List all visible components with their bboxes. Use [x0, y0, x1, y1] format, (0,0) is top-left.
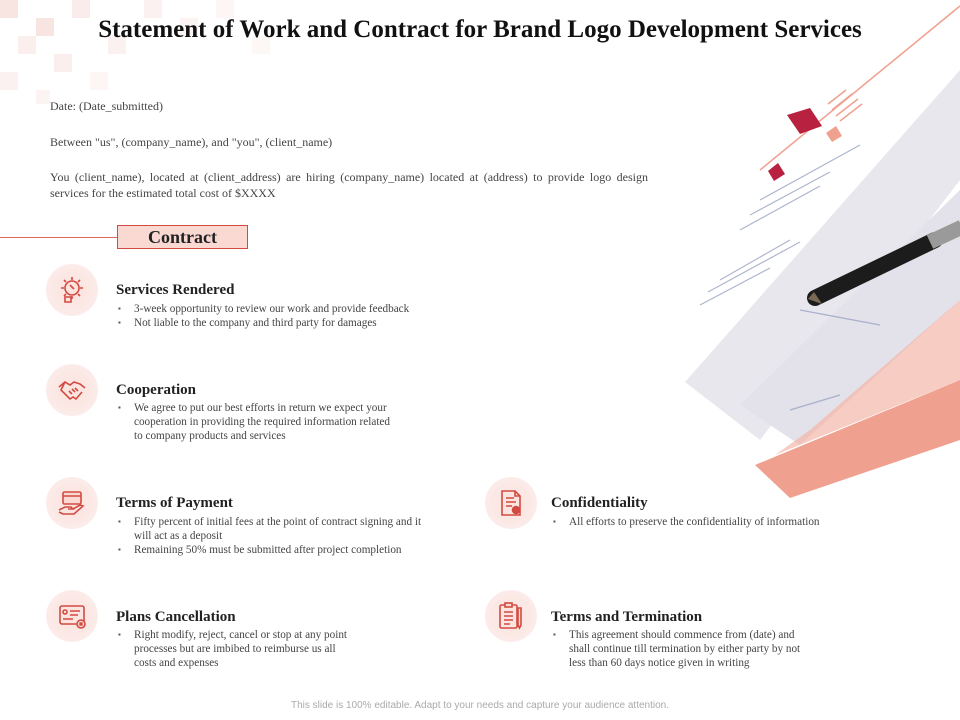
- section-heading: Services Rendered: [116, 282, 235, 298]
- cooperation-bullets: [116, 401, 390, 443]
- hiring-paragraph: You (client_name), located at (client_address) are hiring (company_name) located at (address) to provide logo design services for the estimated total cost of $XXXX: [50, 170, 648, 200]
- handshake-icon: [46, 364, 98, 416]
- section-heading: Terms and Termination: [551, 609, 703, 625]
- payment-bullets: [116, 515, 421, 557]
- red-square-decoration: [787, 108, 822, 134]
- section-heading: Confidentiality: [551, 495, 648, 511]
- bullet-item: ▪ 3-week opportunity to review our work and provide feedback: [134, 302, 409, 316]
- intro-between: [50, 134, 648, 150]
- bullet-item: ▪ Not liable to the company and third party for damages: [134, 316, 409, 330]
- contract-pen-illustration: [660, 0, 960, 520]
- red-small-square-decoration: [768, 163, 785, 181]
- date-line: Date: (Date_submitted): [50, 99, 163, 113]
- page-title: Statement of Work and Contract for Brand Logo Development Services: [98, 16, 862, 43]
- clipboard-pen-icon: [485, 590, 537, 642]
- section-heading: Cooperation: [116, 382, 196, 398]
- terms-termination-section: [485, 590, 905, 676]
- services-bullets: [116, 302, 409, 330]
- cancelled-card-icon: [46, 590, 98, 642]
- bullet-item: ▪ This agreement should commence from (date) and: [569, 628, 800, 642]
- bullet-continuation: costs and expenses: [134, 657, 219, 669]
- terms-of-payment-section: [46, 477, 486, 563]
- bullet-item: ▪ Fifty percent of initial fees at the point of contract signing and it: [134, 515, 421, 529]
- contract-section-label: Contract: [117, 225, 248, 249]
- termination-bullets: [551, 628, 800, 670]
- bullet-item: ▪ Right modify, reject, cancel or stop at any point: [134, 628, 347, 642]
- bullet-continuation: processes but are imbibed to reimburse us all: [134, 643, 336, 655]
- bullet-continuation: cooperation in providing the required information related: [134, 416, 390, 428]
- footer-note: This slide is 100% editable. Adapt to your needs and capture your audience attention.: [290, 700, 670, 711]
- intro-date: [50, 98, 648, 114]
- bullet-item: ▪ Remaining 50% must be submitted after project completion: [134, 543, 421, 557]
- between-line: Between "us", (company_name), and "you", (client_name): [50, 135, 333, 149]
- bullet-continuation: less than 60 days notice given in writing: [569, 657, 750, 669]
- section-heading: Terms of Payment: [116, 495, 233, 511]
- intro-hiring: [50, 169, 648, 201]
- plans-cancellation-section: [46, 590, 486, 676]
- section-heading: Plans Cancellation: [116, 609, 236, 625]
- document-seal-icon: [485, 477, 537, 529]
- hatched-square-decoration: [828, 90, 862, 121]
- cancellation-bullets: [116, 628, 347, 670]
- bullet-item: ▪ We agree to put our best efforts in return we expect your: [134, 401, 390, 415]
- bullet-continuation: shall continue till termination by either party by not: [569, 643, 801, 655]
- bullet-continuation: to company products and services: [134, 430, 286, 442]
- gear-wrench-icon: [46, 264, 98, 316]
- card-hand-icon: [46, 477, 98, 529]
- bullet-continuation: will act as a deposit: [134, 530, 223, 542]
- bullet-item: ▪ All efforts to preserve the confidentiality of information: [569, 515, 820, 529]
- orange-square-decoration: [826, 126, 842, 142]
- cooperation-section: [46, 364, 486, 450]
- contract-divider-line: [0, 237, 118, 238]
- services-rendered-section: [46, 264, 486, 334]
